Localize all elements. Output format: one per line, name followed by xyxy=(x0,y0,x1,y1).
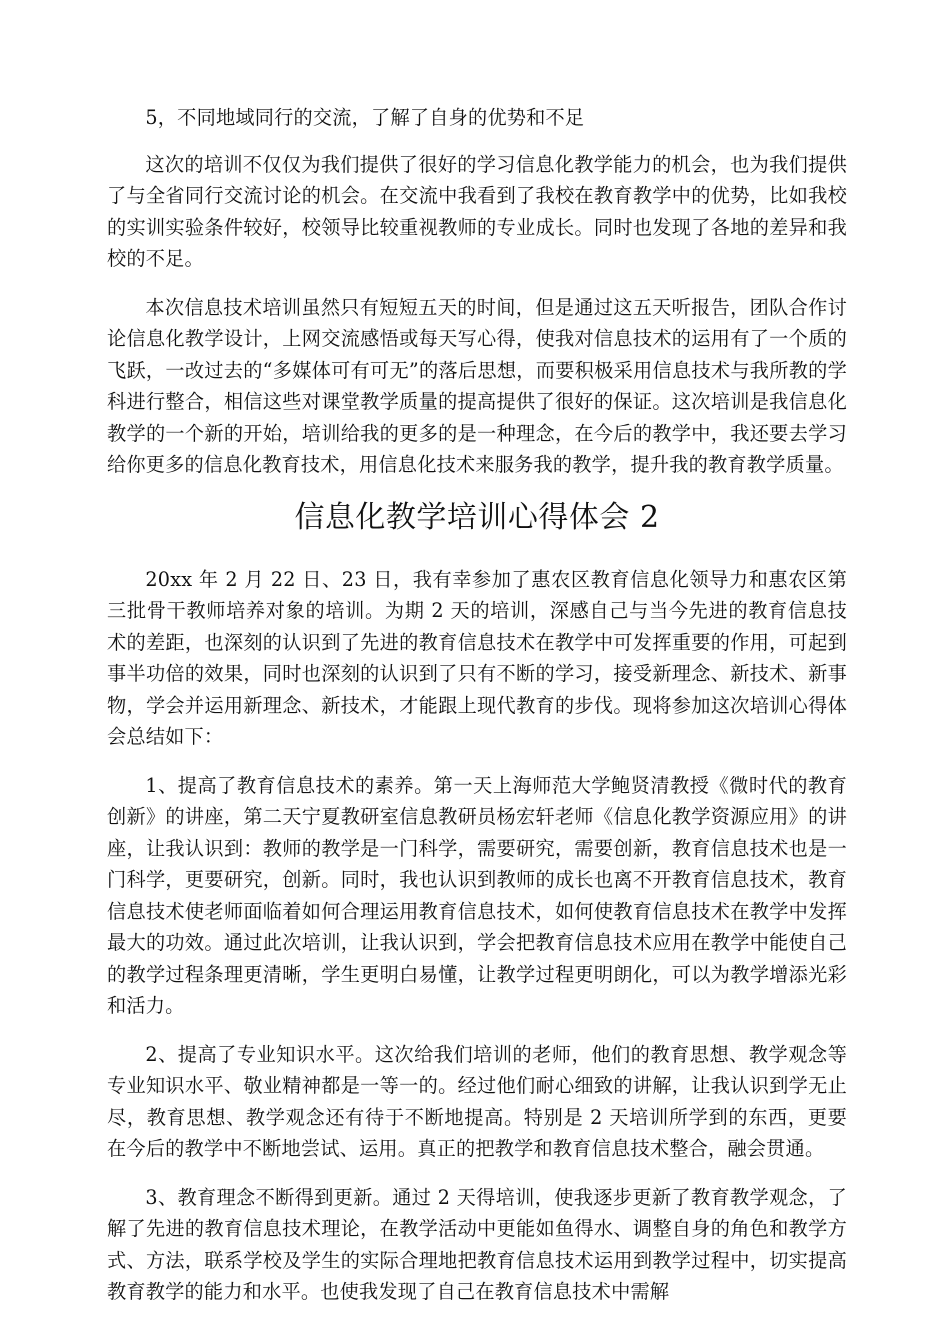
section-title: 信息化教学培训心得体会 2 xyxy=(294,499,660,535)
document-page xyxy=(107,96,847,1325)
paragraph-point-1: 1、提高了教育信息技术的素养。第一天上海师范大学鲍贤清教授《微时代的教育创新》的讲座，第二天宁夏教研室信息教研员杨宏轩老师《信息化教学资源应用》的讲座，让我认识到：教师的教学是一门科学，需要研究，需要创新，教育信息技术也是一门科学，更要研究，创新。同时，我也认识到教师的成长也离不开教育信息技术，教育信息技术使老师面临着如何合理运用教育信息技术，如何使教育信息技术在教学中发挥最大的功效。通过此次培训，让我认识到，学会把教育信息技术应用在教学中能使自己的教学过程条理更清晰，学生更明白易懂，让教学过程更明朗化，可以为教学增添光彩和活力。 xyxy=(107,773,847,1017)
paragraph: 这次的培训不仅仅为我们提供了很好的学习信息化教学能力的机会，也为我们提供了与全省同行交流讨论的机会。在交流中我看到了我校在教育教学中的优势，比如我校的实训实验条件较好，校领导比较重视教师的专业成长。同时也发现了各地的差异和我校的不足。 xyxy=(107,152,847,270)
paragraph-point-5: 5，不同地域同行的交流，了解了自身的优势和不足 xyxy=(145,106,585,129)
paragraph-point-2: 2、提高了专业知识水平。这次给我们培训的老师，他们的教育思想、教学观念等专业知识水平、敬业精神都是一等一的。经过他们耐心细致的讲解，让我认识到学无止尽，教育思想、教学观念还有待于不断地提高。特别是 2 天培训所学到的东西，更要在今后的教学中不断地尝试、运用。真正的把教学和教育信息技术整合，融会贯通。 xyxy=(107,1042,847,1160)
paragraph-point-3: 3、教育理念不断得到更新。通过 2 天得培训，使我逐步更新了教育教学观念，了解了先进的教育信息技术理论，在教学活动中更能如鱼得水、调整自身的角色和教学方式、方法，联系学校及学生的实际合理地把教育信息技术运用到教学过程中，切实提高教育教学的能力和水平。也使我发现了自己在教育信息技术中需解 xyxy=(107,1185,847,1303)
paragraph: 本次信息技术培训虽然只有短短五天的时间，但是通过这五天听报告，团队合作讨论信息化教学设计，上网交流感悟或每天写心得，使我对信息技术的运用有了一个质的飞跃，一改过去的“多媒体可有可无”的落后思想，而要积极采用信息技术与我所教的学科进行整合，相信这些对课堂教学质量的提高提供了很好的保证。这次培训是我信息化教学的一个新的开始，培训给我的更多的是一种理念，在今后的教学中，我还要去学习给你更多的信息化教育技术，用信息化技术来服务我的教学，提升我的教育教学质量。 xyxy=(107,295,847,476)
paragraph-intro: 20xx 年 2 月 22 日、23 日，我有幸参加了惠农区教育信息化领导力和惠农区第三批骨干教师培养对象的培训。为期 2 天的培训，深感自己与当今先进的教育信息技术的差距，也深刻的认识到了先进的教育信息技术在教学中可发挥重要的作用，可起到事半功倍的效果，同时也深刻的认识到了只有不断的学习，接受新理念、新技术、新事物，学会并运用新理念、新技术，才能跟上现代教育的步伐。现将参加这次培训心得体会总结如下： xyxy=(107,567,847,748)
